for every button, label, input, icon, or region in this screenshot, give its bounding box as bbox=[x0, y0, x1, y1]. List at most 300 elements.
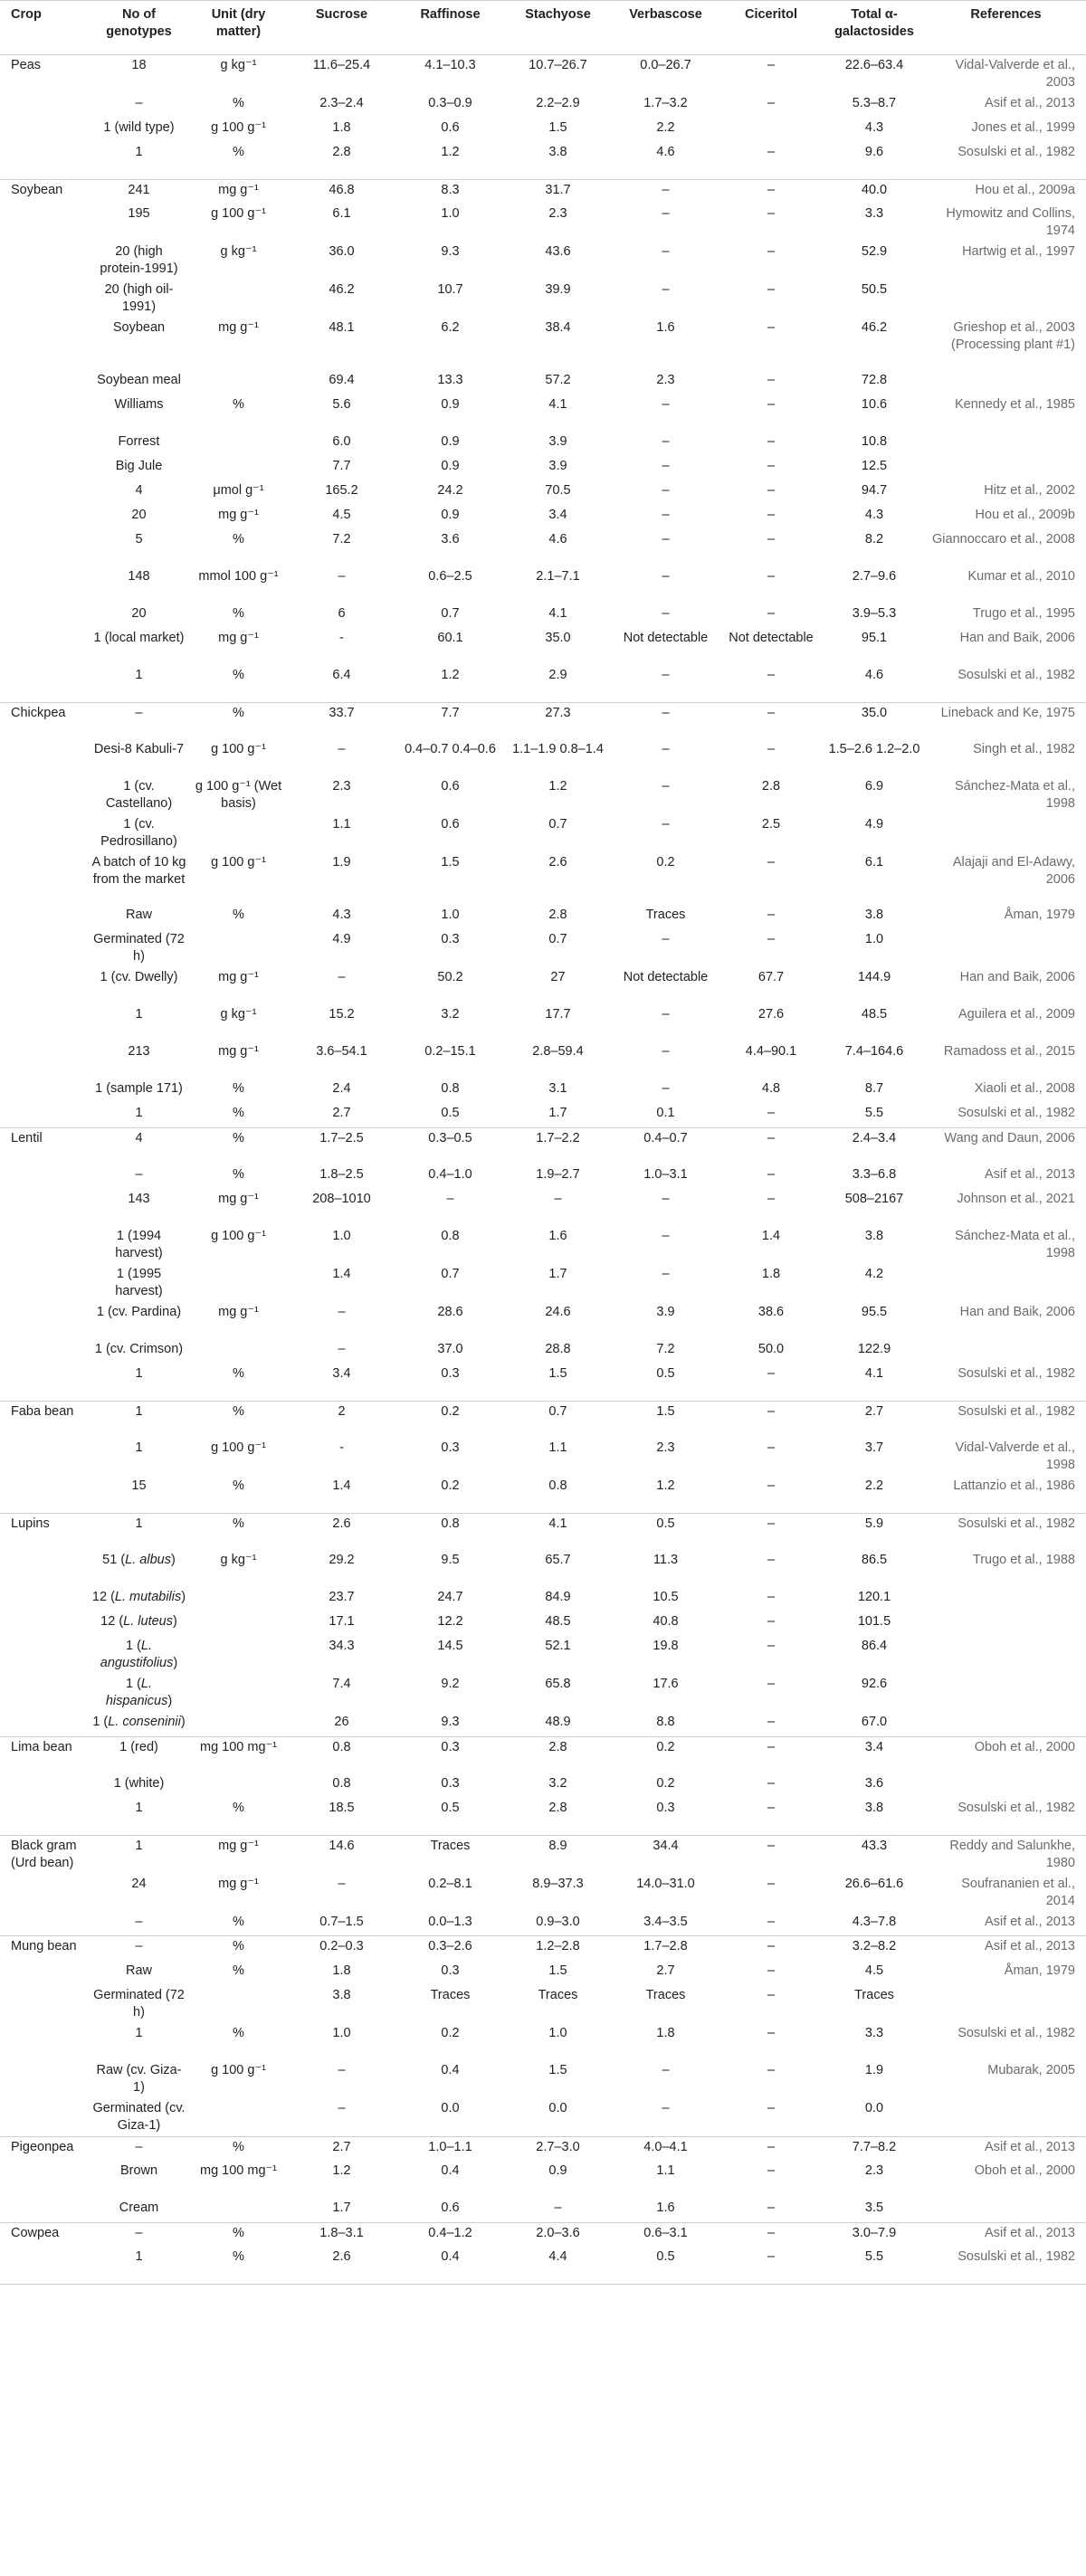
cell-verbascose: 14.0–31.0 bbox=[636, 1876, 695, 1891]
cell-total: 4.3 bbox=[864, 120, 884, 135]
table-row bbox=[0, 318, 1086, 370]
cell-ciceritol: 1.4 bbox=[761, 1229, 781, 1243]
cell-crop bbox=[0, 505, 88, 529]
cell-unit: mg g⁻¹ bbox=[218, 970, 259, 984]
cell-raffinose: 24.7 bbox=[437, 1590, 463, 1604]
cell-verbascose: – bbox=[662, 569, 670, 584]
cell-total: 3.6 bbox=[864, 1776, 884, 1791]
cell-raffinose: 0.2 bbox=[441, 1478, 460, 1493]
cell-stachyose: 2.3 bbox=[548, 206, 567, 221]
cell-ciceritol: 38.6 bbox=[757, 1305, 785, 1319]
cell-ref: Trugo et al., 1995 bbox=[972, 606, 1075, 621]
cell-ref bbox=[926, 929, 1086, 967]
cell-geno: 241 bbox=[88, 179, 190, 204]
cell-stachyose: 1.6 bbox=[548, 1229, 567, 1243]
cell-ref bbox=[926, 1587, 1086, 1611]
cell-total: 72.8 bbox=[861, 373, 888, 387]
cell-sucrose: 18.5 bbox=[329, 1801, 355, 1815]
cell-ciceritol: – bbox=[767, 320, 776, 335]
cell-verbascose: – bbox=[662, 397, 670, 412]
cell-unit: mg g⁻¹ bbox=[190, 179, 287, 204]
cell-geno: 1 bbox=[88, 2247, 190, 2284]
cell-sucrose: 4.9 bbox=[332, 932, 351, 946]
table-row bbox=[0, 566, 1086, 604]
cell-geno: Williams bbox=[114, 397, 164, 412]
cell-raffinose: 3.6 bbox=[441, 532, 460, 547]
cell-ref bbox=[926, 1773, 1086, 1798]
cell-stachyose: 3.1 bbox=[548, 1081, 567, 1096]
table-row bbox=[0, 665, 1086, 702]
cell-stachyose: 0.9–3.0 bbox=[536, 1914, 580, 1929]
cell-total: 2.2 bbox=[864, 1478, 884, 1493]
cell-geno: 1 (1994 harvest) bbox=[115, 1229, 163, 1260]
table-row bbox=[0, 929, 1086, 967]
cell-ref: Åman, 1979 bbox=[1004, 1963, 1075, 1978]
table-row bbox=[0, 1004, 1086, 1041]
cell-raffinose: 0.2–15.1 bbox=[424, 1044, 476, 1059]
cell-crop bbox=[0, 967, 88, 1004]
cell-sucrose: 6.1 bbox=[332, 206, 351, 221]
cell-raffinose: 0.8 bbox=[396, 1513, 504, 1550]
cell-ref: Sosulski et al., 1982 bbox=[926, 1401, 1086, 1438]
table-row bbox=[0, 1127, 1086, 1164]
cell-raffinose: 0.3–0.9 bbox=[428, 96, 472, 110]
cell-stachyose: 0.9 bbox=[548, 2163, 567, 2178]
cell-unit: % bbox=[233, 96, 244, 110]
cell-ref: Kumar et al., 2010 bbox=[967, 569, 1075, 584]
cell-stachyose: 27.3 bbox=[504, 702, 612, 739]
cell-ref: Sosulski et al., 1982 bbox=[926, 2247, 1086, 2284]
cell-crop bbox=[0, 318, 88, 370]
cell-ref: Hymowitz and Collins, 1974 bbox=[946, 206, 1075, 238]
cell-geno: 195 bbox=[128, 206, 150, 221]
cell-geno: 12 (L. mutabilis) bbox=[91, 1590, 186, 1604]
cell-raffinose: 37.0 bbox=[437, 1342, 463, 1356]
cell-stachyose: 8.9–37.3 bbox=[532, 1876, 584, 1891]
cell-geno: 1 (cv. Pardina) bbox=[96, 1305, 182, 1319]
cell-verbascose: 34.4 bbox=[612, 1835, 719, 1874]
cell-sucrose: – bbox=[338, 1876, 346, 1891]
cell-sucrose: – bbox=[338, 2062, 346, 2077]
cell-geno: 51 (L. albus) bbox=[102, 1553, 176, 1567]
cell-geno: Raw bbox=[125, 1963, 152, 1978]
cell-verbascose: 1.8 bbox=[656, 2025, 675, 2040]
cell-unit: g 100 g⁻¹ bbox=[211, 1440, 266, 1455]
cell-crop bbox=[0, 2247, 88, 2284]
cell-crop bbox=[0, 1961, 88, 1985]
cell-geno: 15 bbox=[131, 1478, 147, 1493]
cell-unit bbox=[190, 1339, 287, 1364]
cell-unit: g kg⁻¹ bbox=[220, 1553, 257, 1567]
cell-ref: Sosulski et al., 1982 bbox=[957, 668, 1075, 682]
cell-total: 3.8 bbox=[864, 1801, 884, 1815]
cell-total: 6.9 bbox=[864, 779, 884, 794]
cell-geno: Soybean meal bbox=[97, 373, 181, 387]
cell-unit bbox=[190, 1636, 287, 1674]
cell-geno: 4 bbox=[88, 1127, 190, 1164]
cell-geno: 1 bbox=[88, 1513, 190, 1550]
cell-verbascose: – bbox=[662, 206, 670, 221]
cell-geno: Desi-8 Kabuli-7 bbox=[93, 742, 185, 756]
cell-crop bbox=[0, 1264, 88, 1302]
cell-total: 3.4 bbox=[823, 1736, 926, 1773]
cell-unit: mg g⁻¹ bbox=[218, 1044, 259, 1059]
cell-unit: mmol 100 g⁻¹ bbox=[198, 569, 279, 584]
cell-total: 50.5 bbox=[861, 282, 888, 297]
cell-total: 94.7 bbox=[861, 483, 888, 498]
cell-verbascose: 2.3 bbox=[656, 1440, 675, 1455]
cell-raffinose: 1.2 bbox=[441, 668, 460, 682]
cell-total: 9.6 bbox=[864, 145, 884, 159]
cell-stachyose: 2.8–59.4 bbox=[532, 1044, 584, 1059]
cell-total: 4.5 bbox=[864, 1963, 884, 1978]
cell-raffinose: 0.3 bbox=[441, 1366, 460, 1381]
table-row bbox=[0, 1835, 1086, 1874]
cell-sucrose: 6 bbox=[338, 606, 346, 621]
cell-sucrose: 17.1 bbox=[329, 1614, 355, 1629]
cell-unit: mg 100 mg⁻¹ bbox=[190, 1736, 287, 1773]
cell-ciceritol: – bbox=[767, 606, 776, 621]
cell-ref: Asif et al., 2013 bbox=[926, 1936, 1086, 1961]
cell-sucrose: 36.0 bbox=[329, 244, 355, 259]
cell-geno: 20 (high oil-1991) bbox=[104, 282, 174, 314]
cell-stachyose: 4.1 bbox=[548, 606, 567, 621]
cell-geno: 1 (cv. Castellano) bbox=[105, 779, 173, 811]
cell-verbascose: 19.8 bbox=[653, 1639, 679, 1653]
cell-raffinose: 0.6 bbox=[441, 817, 460, 832]
cell-unit: g kg⁻¹ bbox=[220, 244, 257, 259]
cell-stachyose: 31.7 bbox=[504, 179, 612, 204]
cell-ciceritol: – bbox=[767, 1553, 776, 1567]
cell-stachyose: 1.0 bbox=[548, 2025, 567, 2040]
cell-crop bbox=[0, 280, 88, 318]
cell-raffinose: 0.4–1.0 bbox=[428, 1167, 472, 1182]
cell-total: 8.2 bbox=[864, 532, 884, 547]
cell-crop bbox=[0, 1164, 88, 1189]
cell-crop bbox=[0, 394, 88, 432]
cell-verbascose: – bbox=[662, 817, 670, 832]
cell-verbascose: 1.6 bbox=[656, 2201, 675, 2215]
table-row bbox=[0, 1226, 1086, 1264]
cell-sucrose: 0.8 bbox=[287, 1736, 396, 1773]
cell-ref: Alajaji and El-Adawy, 2006 bbox=[952, 855, 1075, 887]
table-row bbox=[0, 55, 1086, 94]
cell-stachyose: 10.7–26.7 bbox=[529, 58, 587, 72]
cell-geno: 20 bbox=[131, 606, 147, 621]
cell-ciceritol: – bbox=[767, 1106, 776, 1120]
cell-total: 7.7–8.2 bbox=[823, 2136, 926, 2161]
table-row bbox=[0, 604, 1086, 628]
cell-crop bbox=[0, 1079, 88, 1103]
table-row bbox=[0, 1302, 1086, 1339]
table-row bbox=[0, 905, 1086, 929]
cell-ciceritol: – bbox=[767, 1801, 776, 1815]
cell-sucrose: 48.1 bbox=[329, 320, 355, 335]
cell-ref bbox=[926, 370, 1086, 394]
cell-ref: Vidal-Valverde et al., 2003 bbox=[955, 58, 1075, 90]
cell-total: 7.4–164.6 bbox=[844, 1044, 904, 1059]
cell-ciceritol: – bbox=[767, 1192, 776, 1206]
cell-stachyose: 2.6 bbox=[548, 855, 567, 870]
cell-ref: Reddy and Salunkhe, 1980 bbox=[926, 1835, 1086, 1874]
cell-verbascose: 2.7 bbox=[656, 1963, 675, 1978]
cell-sucrose: 2.6 bbox=[287, 2247, 396, 2284]
cell-unit bbox=[190, 929, 287, 967]
table-row bbox=[0, 1773, 1086, 1798]
cell-ref: Soufrananien et al., 2014 bbox=[961, 1876, 1075, 1908]
cell-verbascose: – bbox=[662, 508, 670, 522]
table-row bbox=[0, 529, 1086, 566]
cell-total: 2.4–3.4 bbox=[823, 1127, 926, 1164]
cell-stachyose: 0.8 bbox=[548, 1478, 567, 1493]
cell-geno: Germinated (72 h) bbox=[93, 932, 185, 964]
cell-total: 4.1 bbox=[864, 1366, 884, 1381]
cell-stachyose: 28.8 bbox=[545, 1342, 571, 1356]
cell-crop bbox=[0, 604, 88, 628]
cell-unit: g kg⁻¹ bbox=[220, 1007, 257, 1022]
cell-geno: 1 bbox=[135, 145, 143, 159]
cell-total: 95.5 bbox=[861, 1305, 888, 1319]
cell-total: 5.3–8.7 bbox=[852, 96, 897, 110]
cell-stachyose: 4.6 bbox=[548, 532, 567, 547]
cell-sucrose: 5.6 bbox=[332, 397, 351, 412]
cell-stachyose: 1.5 bbox=[548, 120, 567, 135]
cell-ciceritol: 27.6 bbox=[757, 1007, 785, 1022]
cell-total: 4.6 bbox=[864, 668, 884, 682]
cell-raffinose: 0.2 bbox=[396, 1401, 504, 1438]
cell-raffinose: 0.6 bbox=[441, 779, 460, 794]
cell-raffinose: 9.2 bbox=[441, 1677, 460, 1691]
cell-crop bbox=[0, 1550, 88, 1587]
cell-geno: 1 bbox=[88, 1401, 190, 1438]
cell-crop bbox=[0, 1004, 88, 1041]
cell-raffinose: 0.2–8.1 bbox=[428, 1876, 472, 1891]
cell-sucrose: 6.4 bbox=[332, 668, 351, 682]
cell-crop bbox=[0, 118, 88, 142]
cell-sucrose: 46.2 bbox=[329, 282, 355, 297]
table-row bbox=[0, 2060, 1086, 2098]
cell-crop bbox=[0, 2198, 88, 2222]
cell-raffinose: 0.4–1.2 bbox=[396, 2222, 504, 2247]
cell-sucrose: 2.3–2.4 bbox=[319, 96, 364, 110]
cell-geno: 1 (1995 harvest) bbox=[115, 1267, 163, 1298]
cell-stachyose: 2.0–3.6 bbox=[504, 2222, 612, 2247]
cell-unit bbox=[190, 1712, 287, 1736]
cell-sucrose: 2.7 bbox=[287, 2136, 396, 2161]
cell-total: 86.5 bbox=[861, 1553, 888, 1567]
cell-ciceritol: – bbox=[767, 1614, 776, 1629]
cell-stachyose: 8.9 bbox=[504, 1835, 612, 1874]
cell-raffinose: 0.5 bbox=[441, 1106, 460, 1120]
table-row bbox=[0, 1189, 1086, 1226]
cell-geno: A batch of 10 kg from the market bbox=[91, 855, 186, 887]
table-row bbox=[0, 1674, 1086, 1712]
cell-raffinose: 1.0–1.1 bbox=[396, 2136, 504, 2161]
cell-ciceritol: – bbox=[767, 2062, 776, 2077]
table-row bbox=[0, 1476, 1086, 1513]
cell-geno: 1 (sample 171) bbox=[95, 1081, 183, 1096]
cell-stachyose: 52.1 bbox=[545, 1639, 571, 1653]
cell-raffinose: 0.4–0.7 0.4–0.6 bbox=[405, 742, 496, 756]
cell-ciceritol: – bbox=[767, 244, 776, 259]
cell-stachyose: 0.7 bbox=[548, 932, 567, 946]
cell-raffinose: 24.2 bbox=[437, 483, 463, 498]
cell-geno: Soybean bbox=[112, 320, 166, 335]
cell-stachyose: 3.9 bbox=[548, 434, 567, 449]
cell-geno: 20 bbox=[131, 508, 147, 522]
cell-raffinose: 14.5 bbox=[437, 1639, 463, 1653]
cell-total: 4.3 bbox=[864, 508, 884, 522]
cell-sucrose: 34.3 bbox=[329, 1639, 355, 1653]
cell-crop: Pigeonpea bbox=[0, 2136, 88, 2161]
table-row bbox=[0, 739, 1086, 776]
cell-ref: Asif et al., 2013 bbox=[985, 96, 1075, 110]
cell-ref: Aguilera et al., 2009 bbox=[958, 1007, 1075, 1022]
cell-stachyose: 43.6 bbox=[545, 244, 571, 259]
cell-ciceritol: – bbox=[767, 282, 776, 297]
cell-ref: Ramadoss et al., 2015 bbox=[943, 1044, 1075, 1059]
cell-sucrose: 2.4 bbox=[332, 1081, 351, 1096]
table-row bbox=[0, 370, 1086, 394]
cell-verbascose: Traces bbox=[645, 1987, 686, 2002]
cell-ciceritol: – bbox=[767, 483, 776, 498]
cell-geno: 1 bbox=[135, 668, 143, 682]
cell-crop bbox=[0, 814, 88, 852]
cell-sucrose: 7.2 bbox=[332, 532, 351, 547]
cell-ciceritol: – bbox=[767, 459, 776, 473]
cell-ciceritol: – bbox=[767, 373, 776, 387]
cell-stachyose: 38.4 bbox=[545, 320, 571, 335]
cell-unit: g 100 g⁻¹ bbox=[211, 855, 266, 870]
cell-total: 3.7 bbox=[864, 1440, 884, 1455]
cell-stachyose: 35.0 bbox=[545, 631, 571, 645]
cell-total: 86.4 bbox=[861, 1639, 888, 1653]
table-row bbox=[0, 1736, 1086, 1773]
cell-crop bbox=[0, 1103, 88, 1127]
cell-total: 508–2167 bbox=[844, 1192, 904, 1206]
cell-geno: 1 (cv. Pedrosillano) bbox=[100, 817, 177, 849]
cell-crop: Black gram (Urd bean) bbox=[0, 1835, 88, 1874]
cell-verbascose: Not detectable bbox=[623, 631, 709, 645]
cell-crop: Lentil bbox=[0, 1127, 88, 1164]
cell-stachyose: 1.1 bbox=[548, 1440, 567, 1455]
cell-sucrose: - bbox=[339, 1440, 344, 1455]
cell-stachyose: 1.2 bbox=[548, 779, 567, 794]
cell-sucrose: 2.8 bbox=[332, 145, 351, 159]
cell-raffinose: 0.0 bbox=[441, 2100, 460, 2115]
cell-geno: 1 bbox=[135, 1366, 143, 1381]
cell-raffinose: 9.3 bbox=[441, 244, 460, 259]
cell-ref: Lattanzio et al., 1986 bbox=[953, 1478, 1075, 1493]
cell-raffinose: 0.3 bbox=[396, 1736, 504, 1773]
cell-raffinose: 0.3–0.5 bbox=[396, 1127, 504, 1164]
cell-verbascose: – bbox=[662, 2062, 670, 2077]
cell-unit: % bbox=[233, 1081, 244, 1096]
table-row bbox=[0, 1164, 1086, 1189]
table-row bbox=[0, 2222, 1086, 2247]
cell-verbascose: 1.5 bbox=[612, 1401, 719, 1438]
cell-stachyose: Traces bbox=[538, 1987, 578, 2002]
table-row bbox=[0, 814, 1086, 852]
cell-ciceritol: – bbox=[767, 569, 776, 584]
cell-sucrose: 1.0 bbox=[332, 2025, 351, 2040]
cell-unit: % bbox=[233, 606, 244, 621]
cell-ref: Johnson et al., 2021 bbox=[957, 1192, 1075, 1206]
cell-ref: Oboh et al., 2000 bbox=[974, 2163, 1075, 2178]
cell-verbascose: 0.4–0.7 bbox=[612, 1127, 719, 1164]
cell-raffinose: 12.2 bbox=[437, 1614, 463, 1629]
cell-ciceritol: 1.8 bbox=[761, 1267, 781, 1281]
cell-ref: Sosulski et al., 1982 bbox=[926, 1513, 1086, 1550]
cell-raffinose: 60.1 bbox=[437, 631, 463, 645]
cell-raffinose: 0.8 bbox=[441, 1081, 460, 1096]
cell-verbascose: – bbox=[662, 434, 670, 449]
table-row bbox=[0, 1550, 1086, 1587]
table-row bbox=[0, 2098, 1086, 2137]
cell-stachyose: 3.4 bbox=[548, 508, 567, 522]
cell-ref: Asif et al., 2013 bbox=[926, 2222, 1086, 2247]
cell-sucrose: – bbox=[338, 569, 346, 584]
cell-stachyose: 2.1–7.1 bbox=[536, 569, 580, 584]
cell-stachyose: 1.5 bbox=[548, 1366, 567, 1381]
cell-unit: mg g⁻¹ bbox=[218, 508, 259, 522]
cell-crop bbox=[0, 1438, 88, 1476]
cell-unit: g 100 g⁻¹ bbox=[211, 120, 266, 135]
cell-raffinose: 1.0 bbox=[441, 206, 460, 221]
cell-geno: 1 (white) bbox=[113, 1776, 165, 1791]
cell-total: 101.5 bbox=[857, 1614, 891, 1629]
cell-geno: Raw bbox=[125, 908, 152, 922]
cell-verbascose: 0.1 bbox=[656, 1106, 675, 1120]
cell-sucrose: 1.7 bbox=[332, 2201, 351, 2215]
cell-stachyose: 1.7 bbox=[548, 1106, 567, 1120]
cell-ciceritol: – bbox=[767, 145, 776, 159]
cell-unit: % bbox=[233, 1366, 244, 1381]
cell-raffinose: 8.3 bbox=[396, 179, 504, 204]
cell-geno: Germinated (cv. Giza-1) bbox=[92, 2100, 186, 2133]
cell-stachyose: 1.9–2.7 bbox=[536, 1167, 580, 1182]
cell-total: 1.0 bbox=[864, 932, 884, 946]
cell-total: 3.2–8.2 bbox=[823, 1936, 926, 1961]
cell-sucrose: 4.3 bbox=[332, 908, 351, 922]
cell-unit: % bbox=[190, 2247, 287, 2284]
cell-total: 3.3 bbox=[864, 206, 884, 221]
cell-sucrose: – bbox=[338, 1305, 346, 1319]
cell-raffinose: 0.9 bbox=[441, 508, 460, 522]
cell-verbascose: – bbox=[662, 1007, 670, 1022]
cell-crop bbox=[0, 432, 88, 456]
cell-total: 8.7 bbox=[864, 1081, 884, 1096]
cell-unit: % bbox=[233, 1106, 244, 1120]
cell-ciceritol: – bbox=[767, 434, 776, 449]
header-genotypes: No of genotypes bbox=[88, 1, 190, 55]
cell-crop bbox=[0, 142, 88, 179]
table-row bbox=[0, 776, 1086, 814]
table-row bbox=[0, 142, 1086, 179]
cell-unit: % bbox=[190, 1513, 287, 1550]
cell-raffinose: 0.3–2.6 bbox=[396, 1936, 504, 1961]
cell-verbascose: 0.5 bbox=[656, 1366, 675, 1381]
cell-raffinose: 0.5 bbox=[441, 1801, 460, 1815]
cell-total: 4.9 bbox=[864, 817, 884, 832]
cell-verbascose: 8.8 bbox=[656, 1715, 675, 1729]
cell-sucrose: 3.4 bbox=[332, 1366, 351, 1381]
cell-ciceritol: – bbox=[767, 508, 776, 522]
cell-raffinose: Traces bbox=[430, 1987, 471, 2002]
cell-ciceritol: – bbox=[767, 908, 776, 922]
cell-stachyose: 24.6 bbox=[545, 1305, 571, 1319]
cell-geno: 1 bbox=[135, 1801, 143, 1815]
